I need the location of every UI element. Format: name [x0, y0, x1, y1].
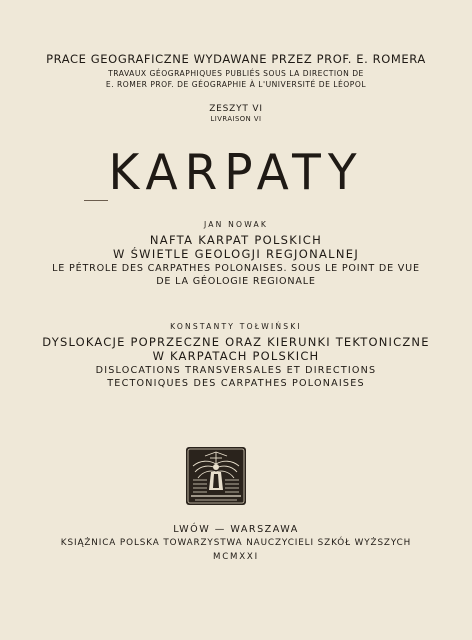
article-1-title-french-line-1: LE PÉTROLE DES CARPATHES POLONAISES. SOUS LE POINT DE VUE — [52, 263, 420, 274]
article-2-title — [0, 335, 472, 363]
series-title-french-line-2: E. ROMER PROF. DE GÉOGRAPHIE À L'UNIVERSITÉ DE LÉOPOL — [105, 80, 367, 89]
publisher-emblem-icon — [185, 446, 247, 506]
imprint-place: LWÓW — WARSZAWA — [173, 524, 299, 535]
article-1-title — [0, 233, 472, 261]
article-1-author: JAN NOWAK — [203, 220, 269, 229]
main-title: KARPATY — [108, 143, 364, 202]
article-2-title-french-line-2: TECTONIQUES DES CARPATHES POLONAISES — [107, 378, 365, 389]
article-2-author: KONSTANTY TOŁWIŃSKI — [170, 322, 302, 331]
article-2-title-line-1: DYSLOKACJE POPRZECZNE ORAZ KIERUNKI TEKTONICZNE — [42, 335, 430, 349]
article-2-title-french — [0, 364, 472, 390]
issue-number: ZESZYT VI — [209, 104, 263, 114]
article-1-title-french — [0, 262, 472, 288]
decorative-rule — [84, 200, 108, 201]
article-1-title-line-1: NAFTA KARPAT POLSKICH — [149, 233, 323, 247]
article-1-title-line-2: W ŚWIETLE GEOLOGJI REGJONALNEJ — [112, 247, 360, 261]
series-title-french-line-1: TRAVAUX GÉOGRAPHIQUES PUBLIÉS SOUS LA DIRECTION DE — [108, 69, 364, 78]
imprint-year: MCMXXI — [213, 552, 259, 562]
article-2-title-line-2: W KARPATACH POLSKICH — [152, 349, 320, 363]
series-title-french — [0, 68, 472, 90]
series-title: PRACE GEOGRAFICZNE WYDAWANE PRZEZ PROF. E. ROMERA — [46, 52, 426, 66]
issue-livraison: LIVRAISON VI — [210, 115, 262, 123]
article-2-title-french-line-1: DISLOCATIONS TRANSVERSALES ET DIRECTIONS — [95, 365, 377, 376]
imprint-publisher: KSIĄŻNICA POLSKA TOWARZYSTWA NAUCZYCIELI SZKÓŁ WYŻSZYCH — [60, 538, 412, 548]
article-1-title-french-line-2: DE LA GÉOLOGIE REGIONALE — [156, 276, 316, 287]
